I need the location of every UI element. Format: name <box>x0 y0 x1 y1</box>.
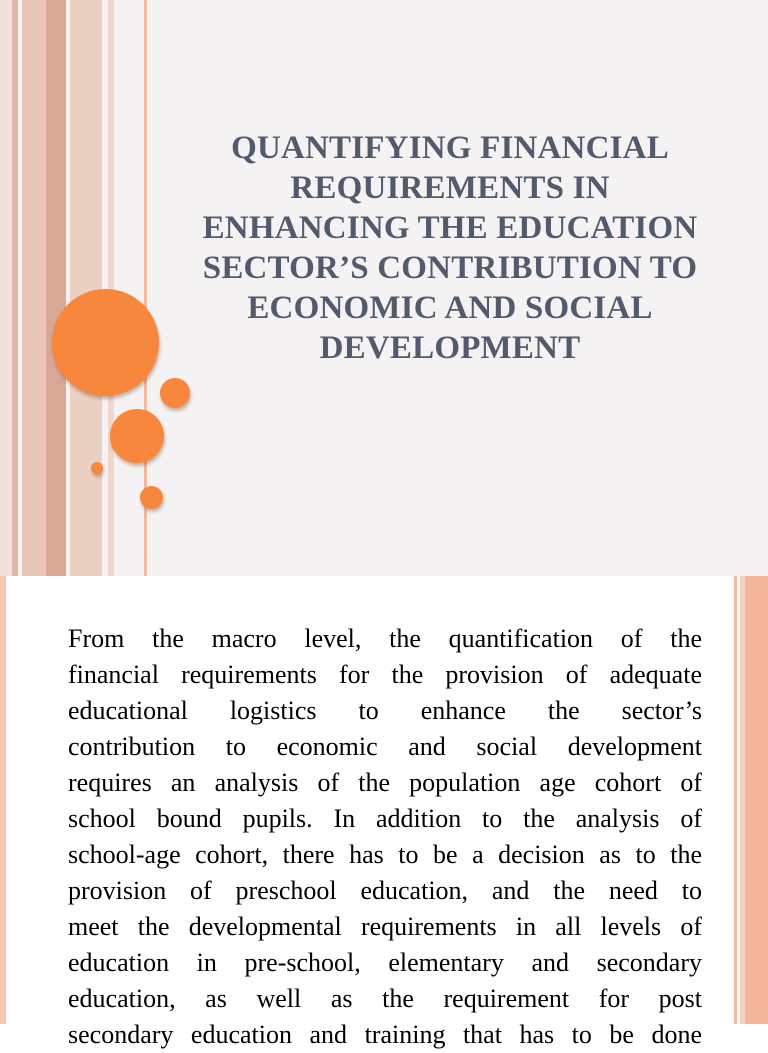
body-line: school bound pupils. In addition to the analysis of <box>68 804 702 833</box>
decorative-stripe <box>745 576 768 1024</box>
decorative-circle-small <box>140 486 163 509</box>
decorative-stripe <box>22 0 46 576</box>
body-line: secondary education and training that has to be done <box>68 1020 702 1049</box>
decorative-stripe <box>70 0 102 576</box>
title-line: QUANTIFYING FINANCIAL <box>231 130 669 166</box>
decorative-stripe <box>46 0 66 576</box>
slide-title <box>190 128 710 368</box>
decorative-stripe <box>12 0 18 576</box>
decorative-stripe <box>108 0 114 576</box>
body-line: school-age cohort, there has to be a decision as to the <box>68 840 702 869</box>
decorative-circle-small <box>160 378 190 408</box>
decorative-stripe <box>0 0 12 576</box>
body-line: education in pre-school, elementary and secondary <box>68 948 702 977</box>
body-line: contribution to economic and social development <box>68 732 702 761</box>
content-slide <box>0 576 768 1049</box>
body-line: requires an analysis of the population age cohort of <box>68 768 702 797</box>
title-line: SECTOR’S CONTRIBUTION TO <box>202 250 698 286</box>
title-line: DEVELOPMENT <box>319 330 581 366</box>
decorative-stripe <box>0 576 6 1024</box>
decorative-circle-medium <box>110 409 164 463</box>
decorative-stripe <box>734 576 737 1024</box>
body-line: financial requirements for the provision of adequate <box>68 660 702 689</box>
decorative-circle-tiny <box>91 462 103 474</box>
body-line: From the macro level, the quantification of the <box>68 624 702 653</box>
body-line: meet the developmental requirements in all levels of <box>68 912 702 941</box>
title-line: ENHANCING THE EDUCATION <box>202 210 698 246</box>
body-line: education, as well as the requirement for post <box>68 984 702 1013</box>
body-paragraph <box>68 621 702 1053</box>
body-line: provision of preschool education, and the need to <box>68 876 702 905</box>
body-line: educational logistics to enhance the sector’s <box>68 696 702 725</box>
title-line: REQUIREMENTS IN <box>290 170 610 206</box>
decorative-circle-large <box>52 289 159 396</box>
title-line: ECONOMIC AND SOCIAL <box>247 290 653 326</box>
